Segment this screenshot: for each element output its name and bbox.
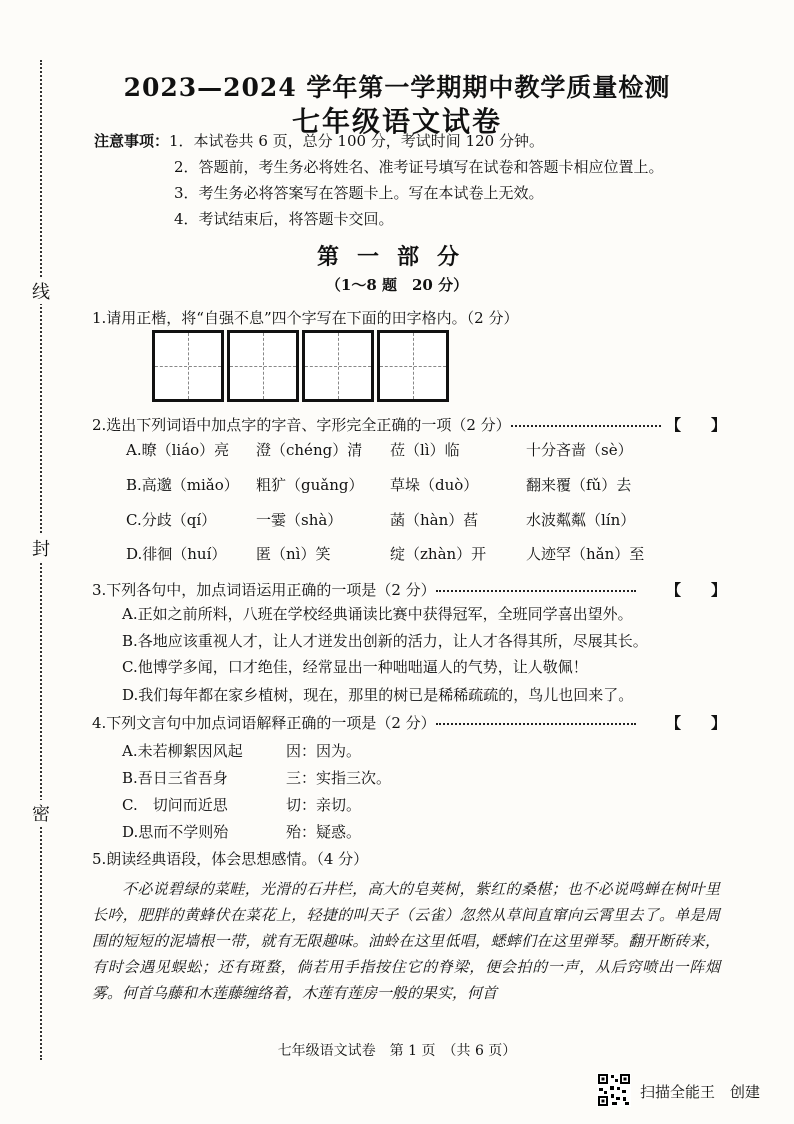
dot-leader	[511, 425, 661, 427]
exam-title: 2023—2024 学年第一学期期中教学质量检测	[123, 73, 671, 102]
notes-label: 注意事项：	[94, 132, 170, 150]
question-4-text: 4.下列文言句中加点词语解释正确的一项是（2 分）	[92, 714, 436, 732]
option-word: 菡（hàn）萏	[390, 511, 479, 529]
option-word: A.暸（liáo）亮	[126, 441, 230, 459]
question-4	[92, 712, 636, 733]
qr-code-icon	[597, 1073, 631, 1107]
option-word: 草垛（duò）	[390, 476, 479, 494]
question-5: 5.朗读经典语段，体会思想感情。（4 分）	[92, 850, 369, 868]
question-2	[92, 414, 661, 435]
answer-bracket-4[interactable]: 【 】	[665, 714, 726, 732]
option-gloss: 因：因为。	[286, 742, 362, 760]
q4-option-a	[122, 740, 361, 761]
note-item: 4．考试结束后，将答题卡交回。	[174, 210, 394, 228]
option-word: 绽（zhàn）开	[390, 545, 487, 563]
grid-cell[interactable]	[227, 330, 299, 402]
question-2-text: 2.选出下列词语中加点字的字音、字形完全正确的一项（2 分）	[92, 416, 511, 434]
answer-bracket-3[interactable]: 【 】	[665, 581, 726, 599]
section-subtitle: （1～8 题 20 分）	[325, 276, 469, 294]
option-sentence: B.吾日三省吾身	[122, 769, 228, 787]
q4-option-c	[122, 794, 361, 815]
exam-subtitle: 七年级语文试卷	[291, 105, 502, 138]
option-word: D.徘徊（huí）	[126, 545, 227, 563]
note-item: 2．答题前，考生务必将姓名、准考证号填写在试卷和答题卡相应位置上。	[174, 158, 664, 176]
q4-option-d	[122, 821, 361, 842]
q2-row-b	[126, 474, 631, 495]
dot-leader	[436, 723, 636, 725]
option-word: 翻来覆（fǔ）去	[526, 476, 632, 494]
q3-option-a: A.正如之前所料，八班在学校经典诵读比赛中获得冠军，全班同学喜出望外。	[122, 605, 633, 623]
option-word: 粗犷（guǎng）	[256, 476, 364, 494]
q2-row-a	[126, 439, 633, 460]
answer-bracket-2[interactable]: 【 】	[665, 416, 726, 434]
note-item: 3．考生务必将答案写在答题卡上。写在本试卷上无效。	[174, 184, 544, 202]
q4-option-b	[122, 767, 391, 788]
grid-cell[interactable]	[377, 330, 449, 402]
passage-text: 不必说碧绿的菜畦，光滑的石井栏，高大的皂荚树，紫红的桑椹；也不必说鸣蝉在树叶里长吟，肥胖的黄蜂伏在菜花上，轻捷的叫天子（云雀）忽然从草间直窜向云霄里去了。单是周围的短短的泥墙根一带，就有无限趣味。油蛉在这里低唱，蟋蟀们在这里弹琴。翻开断砖来，有时会遇见蜈蚣；还有斑蝥，倘若用手指按住它的脊梁，便会拍的一声，从后窍喷出一阵烟雾。何首乌藤和木莲藤缠络着，木莲有莲房一般的果实，何首	[92, 880, 720, 1002]
option-word: 匿（nì）笑	[256, 545, 331, 563]
notes-block	[94, 128, 664, 232]
q2-row-d	[126, 543, 644, 564]
option-gloss: 三：实指三次。	[286, 769, 392, 787]
dot-leader	[436, 590, 636, 592]
option-word: 水波粼粼（lín）	[526, 511, 636, 529]
option-word: B.高邈（miǎo）	[126, 476, 239, 494]
page-footer: 七年级语文试卷 第 1 页 （共 6 页）	[277, 1043, 517, 1059]
option-word: 人迹罕（hǎn）至	[526, 545, 645, 563]
grid-cell[interactable]	[152, 330, 224, 402]
option-word: 莅（lì）临	[390, 441, 460, 459]
section-title: 第一部分	[316, 244, 477, 270]
option-sentence: A.未若柳絮因风起	[122, 742, 243, 760]
q3-option-b: B.各地应该重视人才，让人才迸发出创新的活力，让人才各得其所，尽展其长。	[122, 632, 648, 650]
binding-label-mi: 密	[30, 800, 52, 826]
q3-option-c: C.他博学多闻，口才绝佳，经常显出一种咄咄逼人的气势，让人敬佩！	[122, 658, 588, 676]
tianzige-grid	[152, 330, 452, 402]
option-gloss: 殆：疑惑。	[286, 823, 362, 841]
option-word: 一霎（shà）	[256, 511, 343, 529]
option-sentence: C. 切问而近思	[122, 796, 228, 814]
q2-row-c	[126, 509, 635, 530]
binding-label-xian: 线	[30, 278, 52, 304]
option-sentence: D.思而不学则殆	[122, 823, 229, 841]
note-item: 1．本试卷共 6 页，总分 100 分，考试时间 120 分钟。	[169, 132, 544, 150]
option-gloss: 切：亲切。	[286, 796, 362, 814]
question-3	[92, 579, 636, 600]
option-word: 澄（chéng）清	[256, 441, 363, 459]
q3-option-d: D.我们每年都在家乡植树，现在，那里的树已是稀稀疏疏的，鸟儿也回来了。	[122, 686, 634, 704]
passage	[92, 876, 720, 1006]
option-word: C.分歧（qí）	[126, 511, 217, 529]
option-word: 十分吝啬（sè）	[526, 441, 633, 459]
question-3-text: 3.下列各句中，加点词语运用正确的一项是（2 分）	[92, 581, 436, 599]
question-1: 1.请用正楷，将“自强不息”四个字写在下面的田字格内。（2 分）	[92, 309, 519, 327]
binding-label-feng: 封	[30, 535, 52, 561]
scanner-watermark: 扫描全能王 创建	[640, 1083, 761, 1101]
grid-cell[interactable]	[302, 330, 374, 402]
